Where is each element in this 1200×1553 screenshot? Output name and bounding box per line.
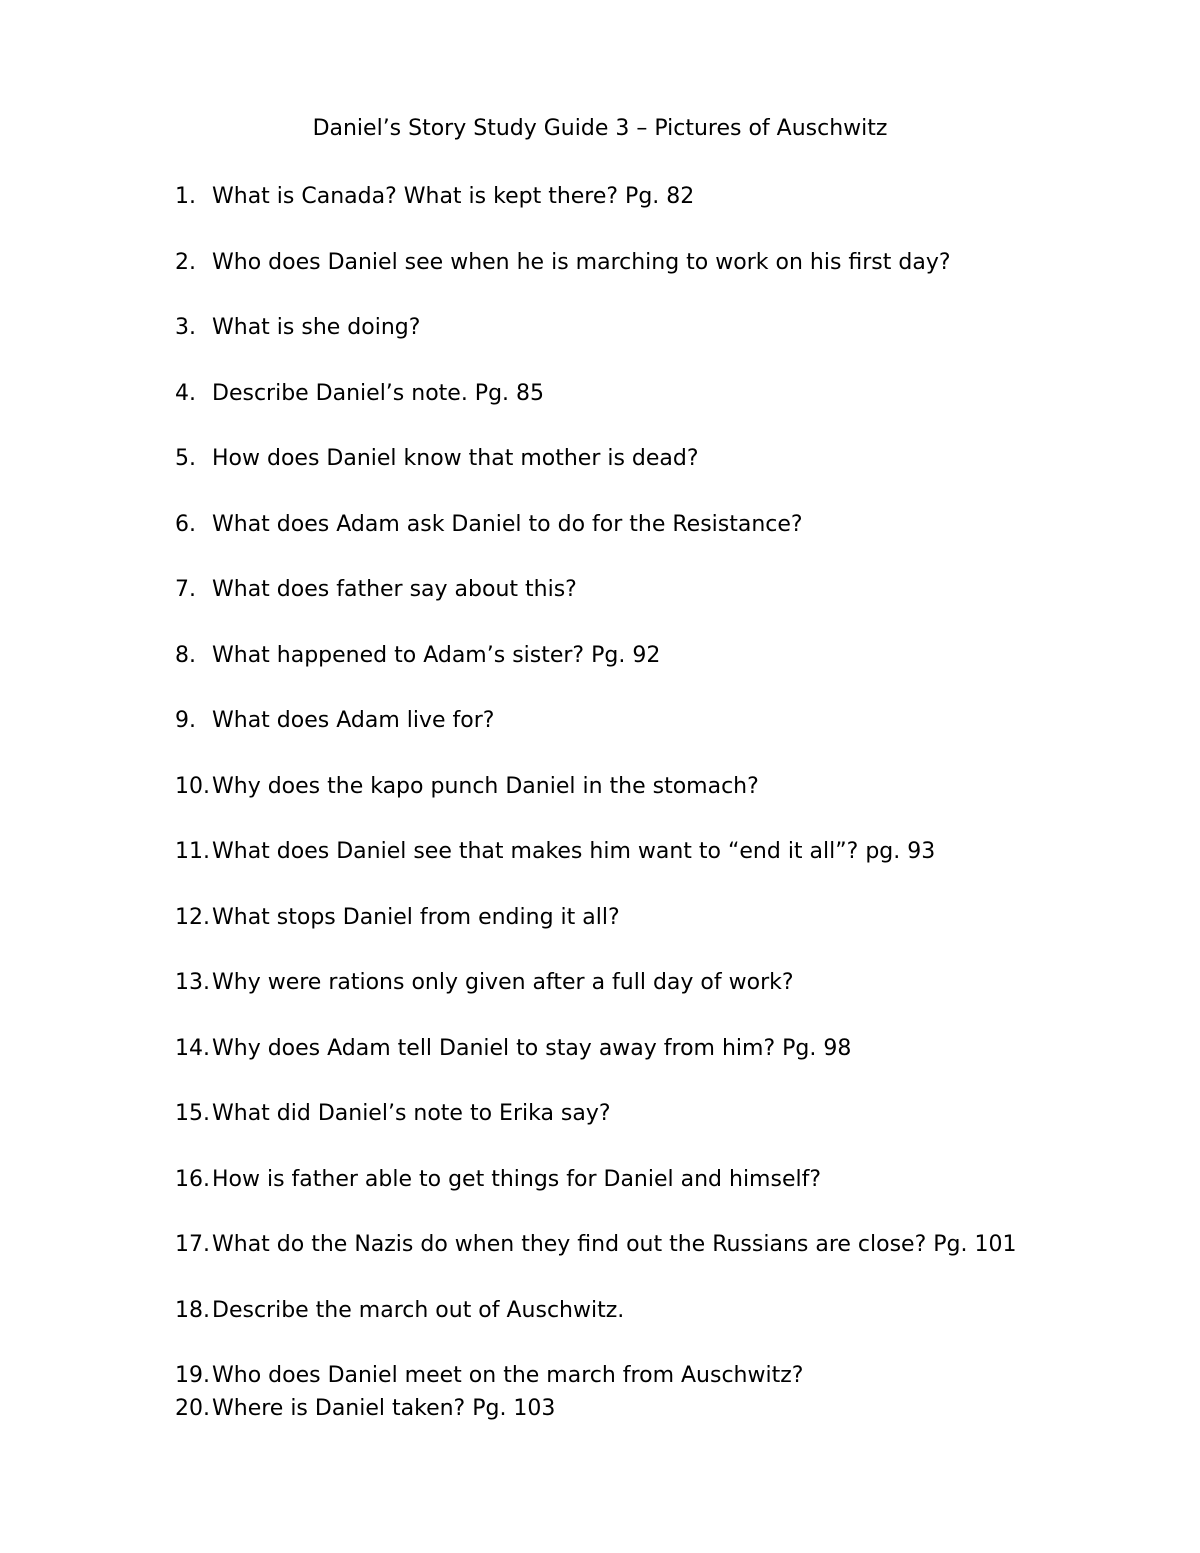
question-text: Who does Daniel meet on the march from Auschwitz? <box>212 1363 804 1388</box>
question-number: 13. <box>175 970 210 995</box>
list-item <box>175 835 1135 901</box>
list-item <box>175 1294 1135 1360</box>
question-number: 15. <box>175 1101 210 1126</box>
question-number: 3. <box>175 315 196 340</box>
question-number: 4. <box>175 380 196 406</box>
question-list <box>175 180 1135 1425</box>
question-number: 7. <box>175 577 196 602</box>
question-text: How does Daniel know that mother is dead? <box>212 446 699 471</box>
list-item <box>175 180 1135 246</box>
list-item <box>175 377 1135 443</box>
question-number: 19. <box>175 1363 210 1388</box>
question-text: What does Daniel see that makes him want to “end it all”? pg. 93 <box>212 839 936 864</box>
question-text: Who does Daniel see when he is marching to work on his first day? <box>212 249 951 275</box>
list-item <box>175 1163 1135 1229</box>
question-text: What do the Nazis do when they find out the Russians are close? Pg. 101 <box>212 1232 1017 1257</box>
question-text: What did Daniel’s note to Erika say? <box>212 1101 611 1126</box>
list-item <box>175 1392 1135 1425</box>
question-text: What does Adam live for? <box>212 708 495 733</box>
list-item <box>175 311 1135 377</box>
list-item <box>175 901 1135 967</box>
list-item <box>175 704 1135 770</box>
list-item <box>175 639 1135 705</box>
question-text: Where is Daniel taken? Pg. 103 <box>212 1396 556 1421</box>
list-item <box>175 246 1135 312</box>
question-text: How is father able to get things for Daniel and himself? <box>212 1166 822 1192</box>
question-text: Why does Adam tell Daniel to stay away from him? Pg. 98 <box>212 1035 852 1061</box>
question-number: 16. <box>175 1166 210 1192</box>
question-number: 8. <box>175 642 196 668</box>
list-item <box>175 573 1135 639</box>
question-text: What is Canada? What is kept there? Pg. 82 <box>212 184 695 209</box>
question-number: 10. <box>175 773 210 799</box>
list-item <box>175 1097 1135 1163</box>
list-item <box>175 1032 1135 1098</box>
question-text: Why does the kapo punch Daniel in the stomach? <box>212 773 759 799</box>
question-text: What does father say about this? <box>212 577 577 602</box>
question-number: 14. <box>175 1035 210 1061</box>
question-text: What stops Daniel from ending it all? <box>212 904 620 930</box>
question-text: What happened to Adam’s sister? Pg. 92 <box>212 642 661 668</box>
question-number: 18. <box>175 1297 210 1323</box>
list-item <box>175 508 1135 574</box>
question-number: 5. <box>175 446 196 471</box>
question-text: What does Adam ask Daniel to do for the Resistance? <box>212 511 803 537</box>
list-item <box>175 442 1135 508</box>
question-number: 2. <box>175 249 196 275</box>
page-title: Daniel’s Story Study Guide 3 – Pictures of Auschwitz <box>312 116 888 141</box>
question-number: 1. <box>175 184 196 209</box>
question-number: 6. <box>175 511 196 537</box>
question-text: Describe the march out of Auschwitz. <box>212 1297 625 1323</box>
list-item <box>175 966 1135 1032</box>
list-item <box>175 1228 1135 1294</box>
list-item <box>175 770 1135 836</box>
question-number: 9. <box>175 708 196 733</box>
question-number: 17. <box>175 1232 210 1257</box>
list-item <box>175 1359 1135 1392</box>
question-text: What is she doing? <box>212 315 421 340</box>
question-number: 12. <box>175 904 210 930</box>
question-text: Why were rations only given after a full day of work? <box>212 970 794 995</box>
question-number: 20. <box>175 1396 210 1421</box>
question-text: Describe Daniel’s note. Pg. 85 <box>212 380 545 406</box>
question-number: 11. <box>175 839 210 864</box>
